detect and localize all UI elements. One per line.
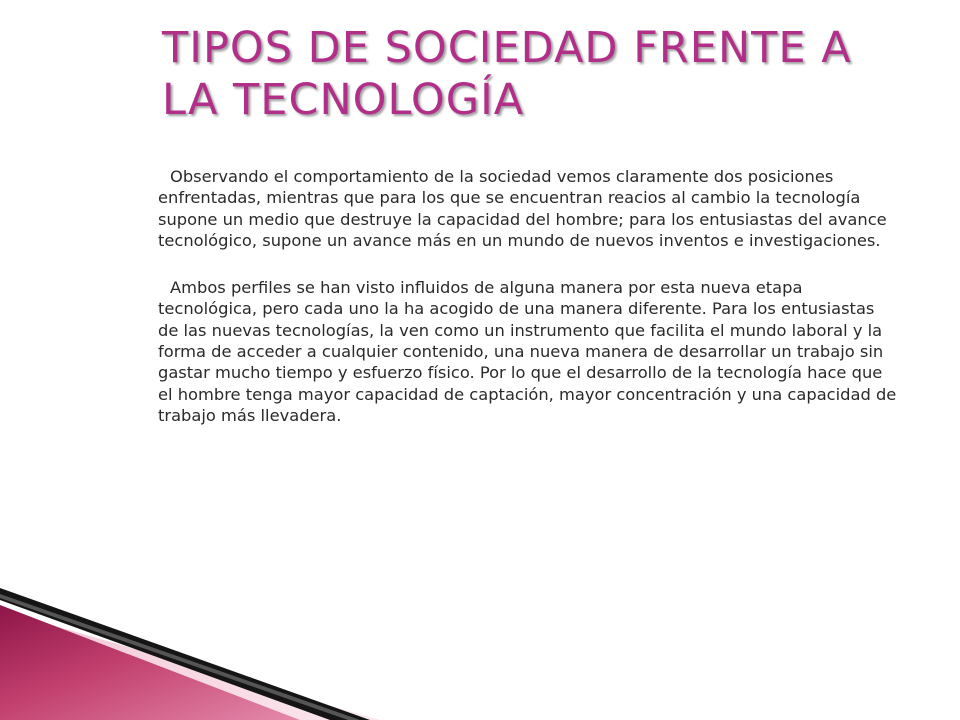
paragraph-1: Observando el comportamiento de la sociedad vemos claramente dos posiciones enfrentadas, mientras que para los que se encuentran reacios al cambio la tecnología supone un medio que destruye la capacidad del hombre; para los entusiastas del avance tecnológico, supone un avance más en un mundo de nuevos inventos e investigaciones.	[158, 167, 887, 250]
paragraph-2: Ambos perfiles se han visto influidos de alguna manera por esta nueva etapa tecnológica, pero cada uno la ha acogido de una manera diferente. Para los entusiastas de las nuevas tecnologías, la ven como un instrumento que facilita el mundo laboral y la forma de acceder a cualquier contenido, una nueva manera de desarrollar un trabajo sin gastar mucho tiempo y esfuerzo físico. Por lo que el desarrollo de la tecnología hace que el hombre tenga mayor capacidad de captación, mayor concentración y una capacidad de trabajo más llevadera.	[158, 278, 897, 425]
magenta-band	[0, 605, 300, 720]
slide-body	[158, 166, 898, 426]
slide-title: TIPOS DE SOCIEDAD FRENTE A LA TECNOLOGÍA	[162, 23, 852, 125]
